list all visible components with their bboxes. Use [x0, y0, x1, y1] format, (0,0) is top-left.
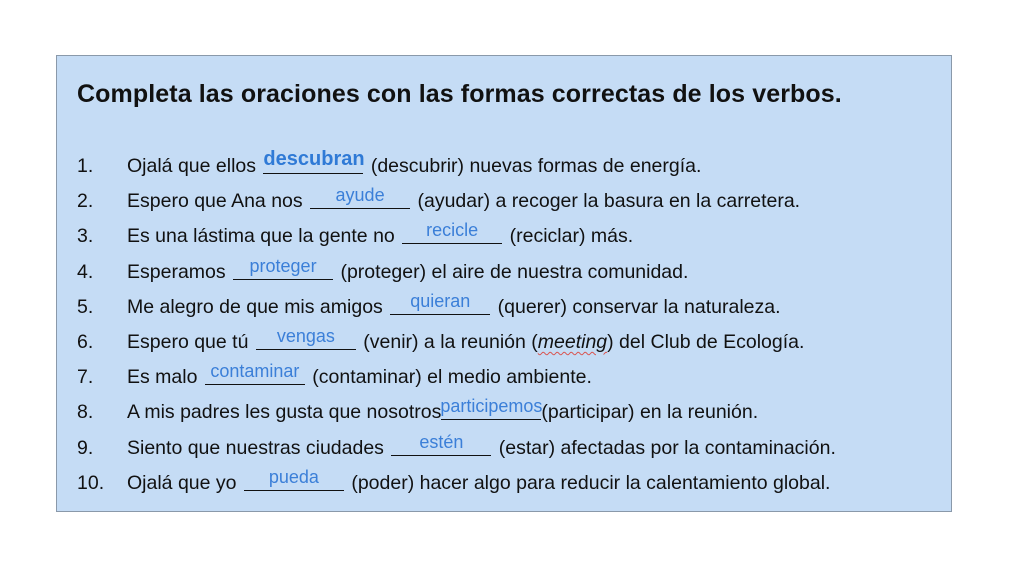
- sentence-number: 6.: [77, 330, 94, 353]
- sentence-8: [77, 395, 836, 430]
- sentence-6: [77, 325, 836, 360]
- answer-blank[interactable]: [391, 433, 491, 456]
- sentence-4: [77, 255, 836, 290]
- sentence-text-before: Ojalá que yo: [127, 471, 237, 494]
- sentence-number: 3.: [77, 225, 94, 248]
- spellcheck-word: meeting: [537, 330, 608, 353]
- answer-blank[interactable]: [441, 397, 541, 420]
- sentence-2: [77, 184, 836, 219]
- sentence-text-before: Espero que Ana nos: [127, 190, 303, 213]
- answer-text: descubran: [263, 148, 365, 170]
- sentence-text-after: (descubrir) nuevas formas de energía.: [370, 155, 702, 177]
- sentence-text-after: (poder) hacer algo para reducir la calentamiento global.: [351, 471, 831, 494]
- answer-text: recicle: [426, 220, 479, 241]
- sentence-1: [77, 149, 836, 184]
- sentence-text-before: Es una lástima que la gente no: [127, 225, 395, 248]
- sentence-list: [77, 149, 836, 501]
- sentence-number: 5.: [77, 295, 94, 318]
- answer-blank[interactable]: [402, 221, 502, 244]
- answer-blank[interactable]: [244, 468, 344, 491]
- sentence-9: [77, 431, 836, 466]
- answer-text: pueda: [268, 466, 319, 487]
- exercise-title: Completa las oraciones con las formas correctas de los verbos.: [77, 80, 842, 108]
- answer-blank[interactable]: [256, 327, 356, 350]
- sentence-text-before: Esperamos: [127, 260, 226, 283]
- sentence-3: [77, 219, 836, 254]
- sentence-text-after: (querer) conservar la naturaleza.: [497, 295, 781, 318]
- sentence-10: [77, 466, 836, 501]
- answer-blank[interactable]: [205, 362, 305, 385]
- sentence-number: 10.: [77, 471, 105, 494]
- sentence-text-after: (contaminar) el medio ambiente.: [312, 366, 592, 389]
- sentence-text-after: (estar) afectadas por la contaminación.: [498, 436, 836, 459]
- sentence-text-after: (participar) en la reunión.: [541, 401, 759, 424]
- sentence-text-before: Espero que tú: [127, 330, 249, 353]
- answer-text: estén: [419, 431, 464, 452]
- sentence-5: [77, 290, 836, 325]
- answer-blank[interactable]: [390, 292, 490, 315]
- answer-text: ayude: [335, 185, 385, 206]
- answer-text: quieran: [410, 290, 471, 311]
- sentence-text-after: (ayudar) a recoger la basura en la carretera.: [417, 190, 801, 213]
- sentence-text-after-end: ) del Club de Ecología.: [607, 330, 805, 353]
- sentence-7: [77, 360, 836, 395]
- sentence-number: 9.: [77, 436, 94, 459]
- answer-text: contaminar: [210, 361, 300, 382]
- sentence-text-after: (reciclar) más.: [509, 225, 634, 248]
- sentence-text-before: A mis padres les gusta que nosotros: [127, 401, 442, 424]
- sentence-text-after: (proteger) el aire de nuestra comunidad.: [340, 260, 689, 283]
- answer-text: proteger: [249, 255, 317, 276]
- answer-blank[interactable]: [310, 186, 410, 209]
- exercise-panel: [56, 55, 952, 512]
- sentence-text-after: (venir) a la reunión (: [363, 330, 538, 353]
- sentence-number: 1.: [77, 155, 94, 177]
- sentence-text-before: Ojalá que ellos: [127, 155, 256, 177]
- sentence-number: 4.: [77, 260, 94, 283]
- answer-text: vengas: [276, 325, 335, 346]
- sentence-text-before: Me alegro de que mis amigos: [127, 295, 383, 318]
- answer-blank[interactable]: [233, 257, 333, 280]
- sentence-number: 8.: [77, 401, 94, 424]
- answer-blank[interactable]: [263, 148, 365, 174]
- sentence-text-before: Es malo: [127, 366, 198, 389]
- sentence-number: 7.: [77, 366, 94, 389]
- sentence-text-before: Siento que nuestras ciudades: [127, 436, 384, 459]
- sentence-number: 2.: [77, 190, 94, 213]
- answer-text: participemos: [440, 396, 543, 417]
